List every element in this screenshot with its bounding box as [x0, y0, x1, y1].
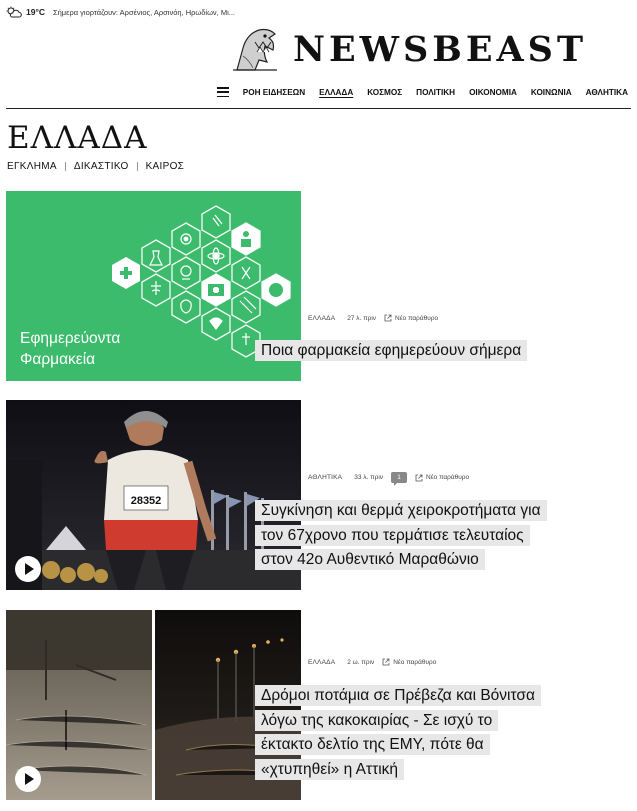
hamburger-menu-icon[interactable] [217, 87, 229, 97]
site-logo[interactable] [229, 26, 587, 72]
article-time: 33 λ. πριν [354, 474, 384, 481]
nav-item-kosmos[interactable]: ΚΟΣΜΟΣ [367, 87, 403, 97]
subnav-separator [65, 162, 66, 171]
nav-item-politikh[interactable]: ΠΟΛΙΤΙΚΗ [416, 87, 456, 97]
play-video-button[interactable] [15, 556, 41, 582]
headline-line: Ποια φαρμακεία εφημερεύουν σήμερα [255, 340, 527, 361]
shark-icon [229, 26, 281, 72]
page-title: ΕΛΛΑΔΑ [7, 120, 148, 156]
section-subnav [7, 161, 184, 172]
external-link-icon [384, 314, 392, 322]
new-window-link[interactable] [382, 658, 436, 666]
header-divider [6, 108, 631, 109]
article-time: 27 λ. πριν [347, 314, 377, 322]
subnav-item-dikastiko[interactable]: ΔΙΚΑΣΤΙΚΟ [73, 161, 129, 172]
main-nav [170, 85, 628, 99]
headline-line: Συγκίνηση και θερμά χειροκροτήματα για [255, 500, 547, 521]
article-card [6, 191, 631, 381]
article-card [6, 400, 631, 590]
article-time: 2 ω. πριν [347, 658, 375, 666]
headline-line: λόγω της κακοκαιρίας - Σε ισχύ το [255, 710, 498, 731]
partly-cloudy-icon [6, 6, 22, 18]
article-category[interactable]: ΑΘΛΗΤΙΚΑ [308, 474, 343, 481]
new-window-link[interactable] [384, 314, 438, 322]
nav-item-roh-eidhseon[interactable]: ΡΟΗ ΕΙΔΗΣΕΩΝ [242, 87, 306, 97]
headline-line: Δρόμοι ποτάμια σε Πρέβεζα και Βόνιτσα [255, 685, 541, 706]
subnav-item-kairos[interactable]: ΚΑΙΡΟΣ [145, 161, 185, 172]
article-meta [308, 472, 469, 483]
namedays-text[interactable]: Σήμερα γιορτάζουν: Αρσένιος, Αρσινόη, Ηρωδίων, Μι... [53, 7, 236, 17]
temperature: 19°C [26, 7, 45, 17]
brand-name: NEWSBEAST [293, 28, 587, 70]
subnav-separator [137, 162, 138, 171]
nav-item-ellada[interactable]: ΕΛΛΑΔΑ [319, 87, 354, 97]
play-video-button[interactable] [15, 766, 41, 792]
image-caption-line-1: Εφημερεύοντα [20, 330, 121, 347]
comments-count-badge[interactable]: 1 [391, 472, 407, 483]
new-window-label: Νέο παράθυρο [395, 314, 439, 322]
article-meta [308, 314, 438, 322]
article-headline[interactable] [255, 684, 625, 782]
article-headline[interactable] [255, 339, 625, 364]
new-window-label: Νέο παράθυρο [393, 658, 437, 666]
article-category[interactable]: ΕΛΛΑΔΑ [308, 658, 336, 666]
article-meta [308, 658, 436, 666]
new-window-link[interactable] [415, 474, 469, 482]
external-link-icon [415, 474, 423, 482]
article-headline[interactable] [255, 499, 625, 573]
headline-line: τον 67χρονο που τερμάτισε τελευταίος [255, 525, 530, 546]
nav-item-athlitika[interactable]: ΑΘΛΗΤΙΚΑ [585, 87, 628, 97]
article-card [6, 610, 631, 800]
article-category[interactable]: ΕΛΛΑΔΑ [308, 314, 336, 322]
external-link-icon [382, 658, 390, 666]
subnav-item-egklima[interactable]: ΕΓΚΛΗΜΑ [7, 161, 57, 172]
headline-line: έκτακτο δελτίο της ΕΜΥ, πότε θα [255, 734, 490, 755]
runner-bib-number: 28352 [130, 495, 162, 507]
image-caption-line-2: Φαρμακεία [20, 351, 96, 368]
nav-item-oikonomia[interactable]: ΟΙΚΟΝΟΜΙΑ [469, 87, 517, 97]
top-bar [6, 5, 235, 19]
new-window-label: Νέο παράθυρο [426, 474, 470, 481]
headline-line: «χτυπηθεί» η Αττική [255, 759, 404, 780]
headline-line: στον 42ο Αυθεντικό Μαραθώνιο [255, 549, 485, 570]
nav-item-koinonia[interactable]: ΚΟΙΝΩΝΙΑ [530, 87, 572, 97]
